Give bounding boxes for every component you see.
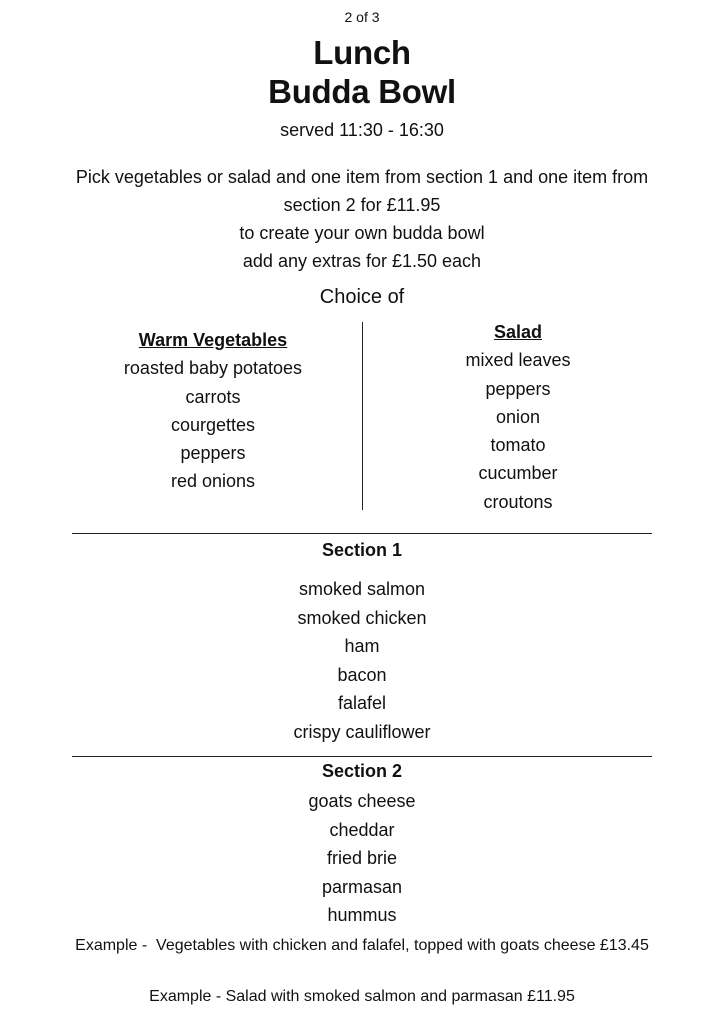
section-divider-1 (72, 533, 652, 534)
list-item: tomato (490, 435, 546, 456)
list-item: courgettes (170, 414, 256, 435)
list-item: mixed leaves (465, 350, 571, 371)
section-divider-2 (72, 756, 652, 757)
section-2-list (0, 787, 724, 930)
list-item: falafel (337, 693, 387, 713)
list-item: cucumber (478, 463, 558, 484)
salad-column (400, 318, 636, 516)
example-1: Example - Vegetables with chicken and falafel, topped with goats cheese £13.45 (75, 937, 649, 954)
list-item: bacon (337, 664, 387, 685)
list-item: peppers (180, 443, 246, 464)
section-2-heading: Section 2 (321, 761, 403, 781)
intro-line-2: section 2 for £11.95 (283, 195, 441, 215)
column-divider (362, 322, 363, 510)
intro-line-4: add any extras for £1.50 each (242, 251, 482, 271)
section-1-list (0, 575, 724, 746)
example-2: Example - Salad with smoked salmon and parmasan £11.95 (149, 988, 575, 1005)
warm-vegetables-column (80, 326, 346, 496)
list-item: red onions (170, 471, 256, 492)
list-item: smoked salmon (298, 579, 426, 599)
list-item: croutons (483, 491, 553, 512)
list-item: hummus (327, 905, 397, 925)
serving-times: served 11:30 - 16:30 (280, 120, 444, 140)
list-item: goats cheese (308, 791, 416, 811)
list-item: carrots (185, 386, 241, 407)
intro-line-3: to create your own budda bowl (239, 223, 485, 243)
page-number: 2 of 3 (344, 9, 380, 25)
warm-vegetables-heading: Warm Vegetables (138, 330, 288, 350)
list-item: peppers (485, 378, 551, 399)
menu-title-line-2: Budda Bowl (268, 73, 456, 110)
list-item: fried brie (326, 848, 398, 868)
list-item: cheddar (329, 819, 395, 840)
salad-heading: Salad (493, 322, 543, 342)
intro-line-1: Pick vegetables or salad and one item from section 1 and one item from (75, 167, 649, 187)
section-1-heading: Section 1 (321, 540, 403, 560)
list-item: roasted baby potatoes (123, 358, 303, 379)
list-item: parmasan (321, 876, 403, 897)
choice-of-label: Choice of (319, 286, 405, 308)
menu-title-line-1: Lunch (313, 34, 411, 71)
list-item: crispy cauliflower (293, 721, 431, 742)
list-item: smoked chicken (297, 607, 427, 628)
list-item: ham (344, 636, 380, 656)
list-item: onion (495, 406, 541, 427)
